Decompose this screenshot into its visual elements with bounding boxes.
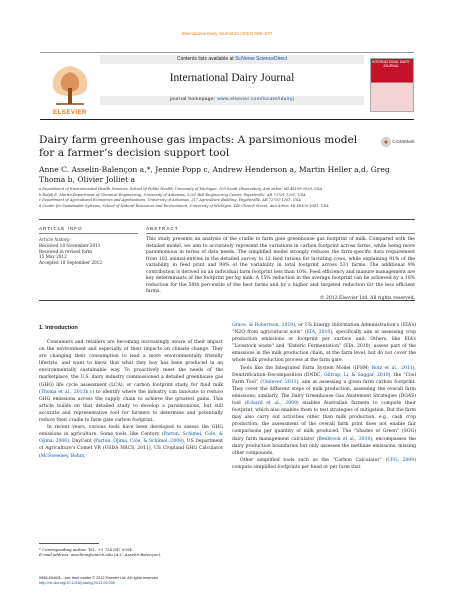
paragraph: In recent years, various tools have been developed to assess the GHG emissions in agriculture. Some tools, like Century (Parton, Schimel, Cole, & Ojima, 2006), DayCent (Parton, Ojima, Cole, & Schimel, 2008), US Department of Agriculture’s Comet VR (USDA NRCS, 2011), US Cropland GHG Calculator (McSweeney, Bohm,	[39, 425, 224, 459]
sciencedirect-link[interactable]: SciVerse ScienceDirect	[235, 56, 288, 62]
citation-link[interactable]: Eckard et al., 2009	[246, 401, 297, 407]
doi-link[interactable]: http://dx.doi.org/10.1016/j.idairyj.2012.09.006	[39, 581, 115, 586]
divider	[146, 233, 415, 234]
section-heading: 1. Introduction	[39, 325, 78, 331]
footnote-divider	[39, 543, 99, 544]
contents-line	[100, 56, 364, 62]
homepage-link[interactable]: www.elsevier.com/locate/idairyj	[217, 97, 295, 102]
article-history	[39, 237, 138, 266]
affiliation-a: a Department of Environmental Health Sciences, School of Public Health, University of Michigan, 109 South Observatory, Ann Arbor, MI 48109-2029, USA	[39, 187, 323, 191]
history-label: Article history:	[39, 237, 71, 242]
abstract-text: This study presents an analysis of the cradle to farm gate greenhouse gas footprint of milk. Compared with the detailed model, we aim to accurately represent the variations in carbon footprint across farms, while being more parsimonious in terms of data needs. The simplified model strongly reduces the farm-specific data requirement from 102 animal-entries in the detailed survey to 12 feed rations for lactating cows, while explaining 91% of the variability in feed print and 98% of the variability in total footprint across 531 farms. The additional 9% contribution is derived on an individual farm footprint less than 10%. Feed efficiency and manure management are key determinants of the footprint per kg milk. A 15% reduction in the average footprint can be achieved by a 10% reduction for the 50th percentile of the best farms and by a higher and targeted reduction for the less efficient farms.	[146, 237, 415, 295]
affiliation-d: d Center for Sustainable Systems, School of Natural Resources and Environment, University of Michigan, 440 Church Street, Ann Arbor, MI 48109-1041, USA	[39, 203, 329, 208]
citation-link[interactable]: CFG, 2009	[387, 457, 415, 463]
journal-homepage	[100, 97, 364, 102]
citation-link[interactable]: Benbrook et al., 2010	[318, 436, 371, 442]
journal-citation: International Dairy Journal 31 (2013) S65–S77	[181, 31, 273, 36]
paragraph: Consumers and retailers are becoming increasingly aware of their impact on the environment and especially of their impacts on climate change. They are changing their consumption to lead a more environmentally friendly lifestyle, and want to know that what they buy has been produced in an environmentally sustainable way. To proactively meet the needs of the marketplace, the U.S. dairy industry commissioned a detailed greenhouse gas (GHG) life cycle assessment (LCA), or carbon footprint study, for fluid milk (Thoma et al., 2013b,c) to identify where the industry can innovate to reduce GHG emissions across the supply chain to achieve the greatest gains. This article builds on that detailed study to develop a parsimonious, but still accurate and representative tool for farmers to determine and potentially reduce their cradle to farm gate carbon footprint.	[39, 340, 223, 424]
issn-line: 0958-6946/$ – see front matter © 2012 Elsevier Ltd. All rights reserved.	[39, 576, 159, 580]
homepage-prefix: journal homepage:	[169, 97, 216, 102]
revised-label: Received in revised form	[39, 248, 92, 254]
corresponding-author: * Corresponding author. Tel.: +1 734 647 0394.	[39, 547, 134, 552]
citation-link[interactable]: Unilever, 2011	[262, 379, 297, 385]
body-column-left	[39, 339, 223, 460]
elsevier-wordmark: ELSEVIER	[53, 109, 87, 116]
citation-link[interactable]: Parton, Ojima, Cole, & Schimel, 2008	[95, 439, 183, 445]
citation-link[interactable]: Thoma et al., 2013b,c	[40, 389, 93, 395]
paragraph: Tools like the Integrated Farm System Model (IFSM; Rotz et al., 2011), Denitrification–Decomposition (DNDC; Giltrap, Li, & Saggar, 2010), the “Cool Farm Tool” (Unilever, 2011), aim at assessing a given farm carbon footprint. They cover the different steps of milk production, assessing the overall farm emissions; similarly, The Dairy Greenhouse Gas Abatement Strategies (DGAS) tool (Eckard et al., 2009) enables Australian farmers to compute their footprint, which also enables them to test strategies of mitigation. But the farm may also carry out activities other than milk production, e.g., cash crop production; the assessment of the overall farm print does not enable fair comparisons per quantity of milk produced. The “Shades of Green” (SOG) dairy farm management calculator (Benbrook et al., 2010), encompasses the dairy production boundaries but only assesses the methane emissions, missing other compounds.	[232, 365, 417, 456]
affiliations	[39, 187, 419, 209]
received-date: Received 18 November 2011	[39, 242, 101, 248]
accepted-date: Accepted 18 September 2012	[39, 260, 103, 266]
crossmark-icon	[381, 137, 391, 147]
citation-link[interactable]: McSweeney, Bohm,	[40, 453, 86, 459]
divider	[39, 300, 415, 301]
contents-prefix: Contents lists available at	[176, 56, 234, 62]
copyright: © 2012 Elsevier Ltd. All rights reserved.	[319, 295, 415, 301]
abstract-body	[146, 237, 415, 302]
citation-link[interactable]: Rotz et al., 2011	[371, 365, 413, 371]
abstract-heading: ABSTRACT	[146, 226, 179, 231]
footnote	[39, 547, 223, 558]
citation-link[interactable]: EIA, 2010	[306, 330, 331, 336]
divider	[39, 219, 415, 220]
author-email: E-mail address: asselinm@umich.edu (A.C. Asselin-Balençon).	[39, 552, 162, 558]
cover-title: INTERNATIONAL DAIRY JOURNAL	[372, 60, 410, 68]
citation-link[interactable]: Giltrap, Li, & Saggar, 2010	[324, 372, 389, 378]
revised-date: 15 May 2012	[39, 254, 67, 260]
article-info-heading: ARTICLE INFO	[39, 226, 83, 231]
paragraph: Other simplified tools such as the “Carbon Calculator” (CFG, 2009) compute simplified footprints per head or per farm that	[232, 457, 416, 470]
elsevier-tree-logo	[42, 58, 98, 110]
affiliation-b: b Ralph E. Martin Department of Chemical Engineering, University of Arkansas, 3202 Bell Engineering Center, Fayetteville, AR 72701-1201, USA	[39, 192, 306, 197]
page-footer	[39, 576, 259, 587]
paragraph: Grace, & Robertson, 2010), or US Energy Information Administration’s (EIA’s) “N2O from agricultural soils” (EIA, 2010), specifically aim at assessing crop production emissions or footprint per surface unit. Others, like EIA’s “Livestock waste” and “Enteric Fermentation” (EIA, 2010), assess part of the emissions in the milk production chain, at the farm level, but do not cover the whole milk production process at the farm gate.	[232, 323, 417, 364]
author-list: Anne C. Asselin-Balençon a,*, Jennie Popp c, Andrew Henderson a, Martin Heller a,d, Greg Thoma b, Olivier Jolliet a	[39, 165, 390, 184]
body-column-right	[232, 322, 416, 471]
article-title: Dairy farm greenhouse gas impacts: A parsimonious model for a farmer’s decision support tool	[39, 134, 358, 159]
citation-link[interactable]: Parton, Schimel, Cole, & Ojima, 2006	[39, 432, 223, 445]
crossmark-badge[interactable]	[381, 137, 425, 147]
crossmark-label: CrossMark	[392, 139, 415, 145]
divider	[39, 233, 138, 234]
citation-link[interactable]: Grace, & Robertson, 2010	[232, 323, 294, 328]
journal-title: International Dairy Journal	[169, 72, 295, 84]
affiliation-c: c Department of Agricultural Economics and Agribusiness, University of Arkansas, 217 Agriculture Building, Fayetteville, AR 72701-1201, USA	[39, 198, 301, 203]
